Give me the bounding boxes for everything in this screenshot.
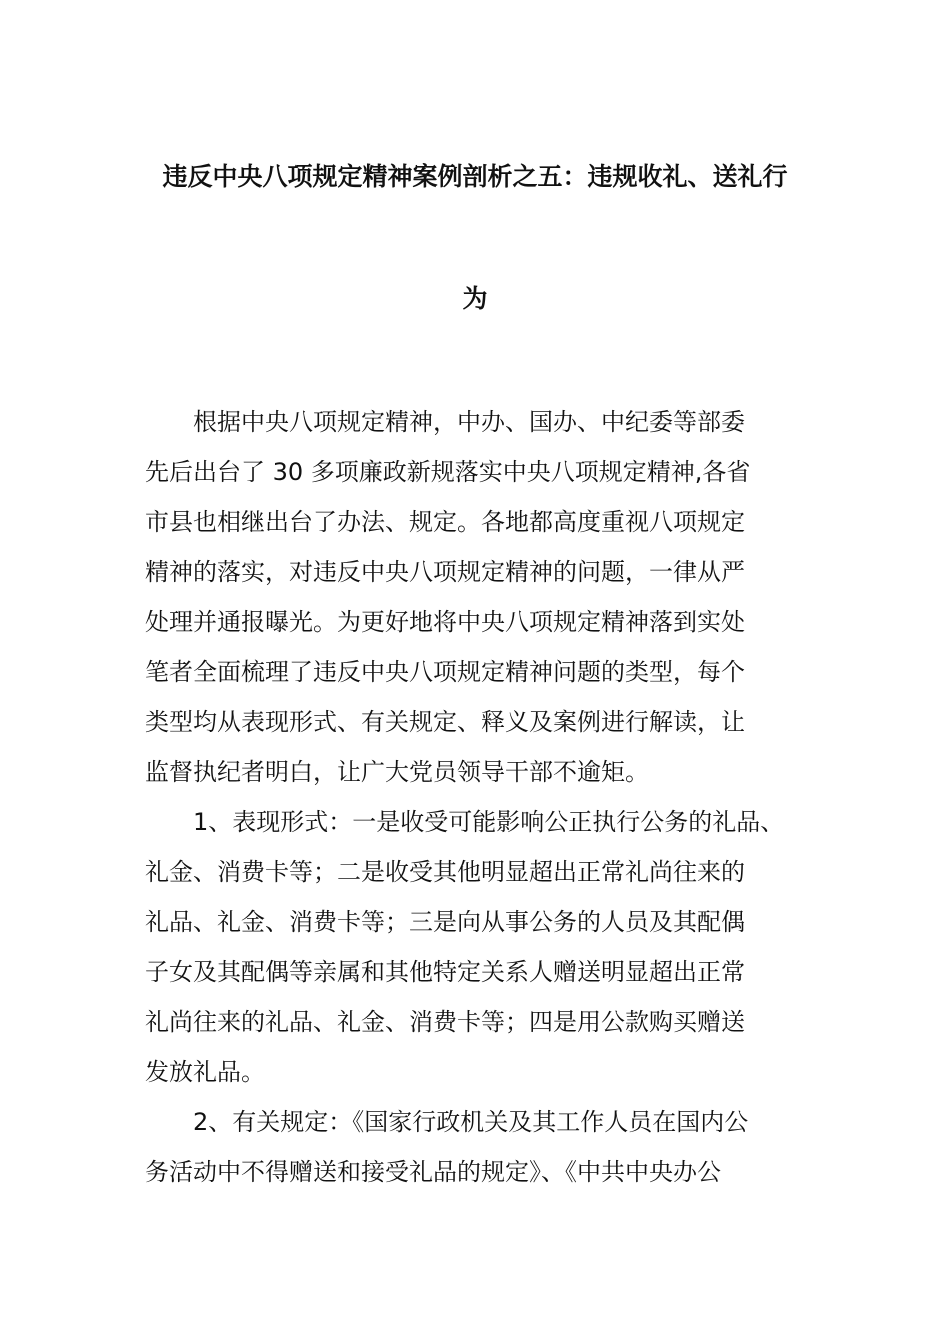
paragraph-line: 1、表现形式：一是收受可能影响公正执行公务的礼品、 [193, 808, 785, 836]
paragraph-line: 发放礼品。 [145, 1058, 265, 1086]
paragraph-line: 类型均从表现形式、有关规定、释义及案例进行解读，让 [145, 708, 745, 736]
paragraph-line: 处理并通报曝光。为更好地将中央八项规定精神落到实处 [145, 608, 745, 636]
paragraph-regulations [145, 1097, 825, 1197]
document-title-line-2: 为 [462, 284, 488, 313]
document-title-line-1: 违反中央八项规定精神案例剖析之五：违规收礼、送礼行 [162, 162, 788, 191]
paragraph-forms [145, 797, 825, 1097]
document-body [145, 397, 825, 1197]
paragraph-line: 监督执纪者明白，让广大党员领导干部不逾矩。 [145, 758, 649, 786]
paragraph-line: 精神的落实，对违反中央八项规定精神的问题，一律从严 [145, 558, 745, 586]
paragraph-line: 礼尚往来的礼品、礼金、消费卡等；四是用公款购买赠送 [145, 1008, 745, 1036]
paragraph-line: 市县也相继出台了办法、规定。各地都高度重视八项规定 [145, 508, 745, 536]
paragraph-line: 2、有关规定：《国家行政机关及其工作人员在国内公 [193, 1108, 749, 1136]
paragraph-line: 根据中央八项规定精神，中办、国办、中纪委等部委 [193, 408, 745, 436]
paragraph-line: 务活动中不得赠送和接受礼品的规定》、《中共中央办公 [145, 1158, 721, 1186]
paragraph-line: 礼品、礼金、消费卡等；三是向从事公务的人员及其配偶 [145, 908, 745, 936]
paragraph-line: 子女及其配偶等亲属和其他特定关系人赠送明显超出正常 [145, 958, 745, 986]
paragraph-line: 笔者全面梳理了违反中央八项规定精神问题的类型，每个 [145, 658, 745, 686]
paragraph-line: 先后出台了 30 多项廉政新规落实中央八项规定精神,各省 [145, 458, 751, 486]
paragraph-line: 礼金、消费卡等；二是收受其他明显超出正常礼尚往来的 [145, 858, 745, 886]
paragraph-intro [145, 397, 825, 797]
